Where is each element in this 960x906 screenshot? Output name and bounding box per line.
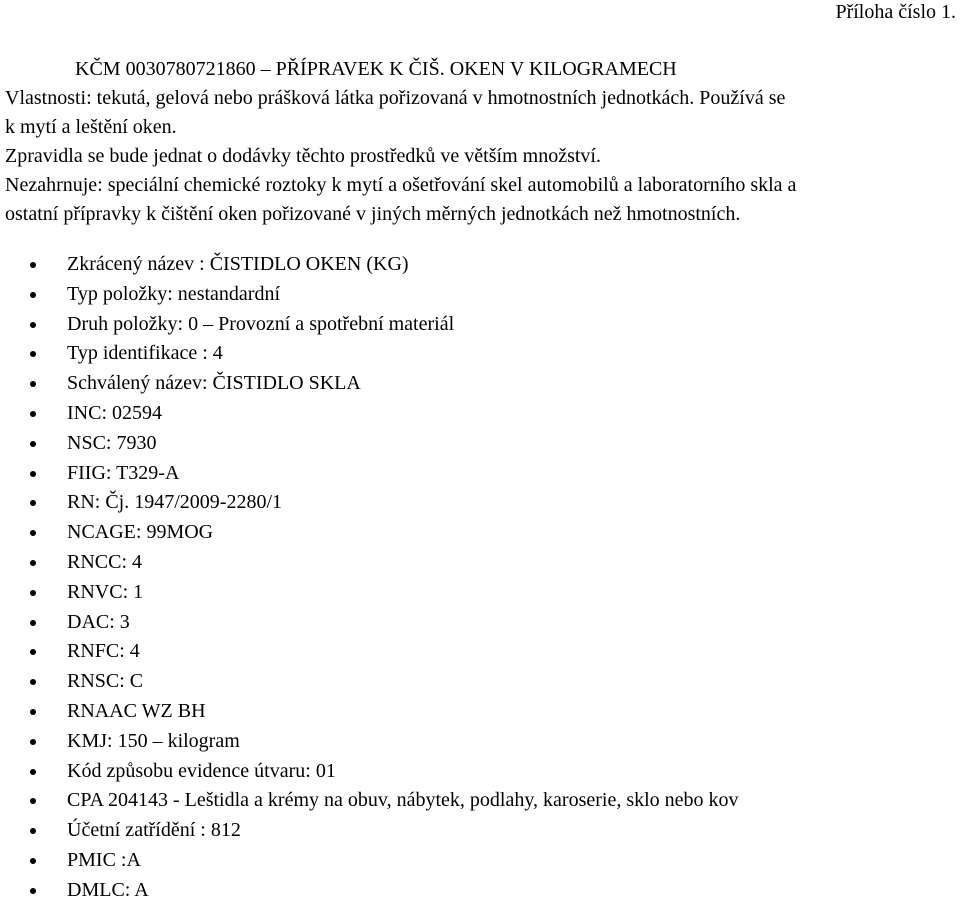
bullet-icon [30,888,36,894]
item-heading: KČM 0030780721860 – PŘÍPRAVEK K ČIŠ. OKEN V KILOGRAMECH [75,58,677,80]
list-item: RNVC: 1 [0,578,739,608]
bullet-icon [30,292,36,298]
bullet-icon [30,620,36,626]
bullet-icon [30,798,36,804]
list-item: INC: 02594 [0,399,739,429]
exclusion-line: Nezahrnuje: speciální chemické roztoky k mytí a ošetřování skel automobilů a laboratorního skla a [5,174,797,196]
exclusion-line-continued: ostatní přípravky k čištění oken pořizované v jiných měrných jednotkách než hmotnostních. [5,203,741,225]
bullet-icon [30,739,36,745]
properties-line-continued: k mytí a leštění oken. [5,116,177,138]
list-item: Schválený název: ČISTIDLO SKLA [0,369,739,399]
bullet-icon [30,411,36,417]
list-item: Typ položky: nestandardní [0,280,739,310]
bullet-icon [30,649,36,655]
bullet-icon [30,471,36,477]
list-item: RNCC: 4 [0,548,739,578]
list-item: FIIG: T329-A [0,459,739,489]
attribute-list [0,250,739,906]
list-item: DAC: 3 [0,608,739,638]
supply-note: Zpravidla se bude jednat o dodávky těchto prostředků ve větším množství. [5,145,601,167]
list-item: NSC: 7930 [0,429,739,459]
bullet-icon [30,560,36,566]
list-item: PMIC :A [0,846,739,876]
list-item: NCAGE: 99MOG [0,518,739,548]
bullet-icon [30,590,36,596]
bullet-icon [30,530,36,536]
list-item: CPA 204143 - Leštidla a krémy na obuv, nábytek, podlahy, karoserie, sklo nebo kov [0,786,739,816]
list-item: RN: Čj. 1947/2009-2280/1 [0,488,739,518]
list-item: RNFC: 4 [0,637,739,667]
bullet-icon [30,500,36,506]
list-item: Účetní zatřídění : 812 [0,816,739,846]
list-item: KMJ: 150 – kilogram [0,727,739,757]
properties-line: Vlastnosti: tekutá, gelová nebo prášková látka pořizovaná v hmotnostních jednotkách. Používá se [5,87,786,109]
bullet-icon [30,828,36,834]
list-item: RNSC: C [0,667,739,697]
bullet-icon [30,769,36,775]
bullet-icon [30,351,36,357]
list-item: Zkrácený název : ČISTIDLO OKEN (KG) [0,250,739,280]
list-item: Kód způsobu evidence útvaru: 01 [0,757,739,787]
bullet-icon [30,381,36,387]
list-item: Druh položky: 0 – Provozní a spotřební materiál [0,310,739,340]
item-description [5,55,953,229]
bullet-icon [30,262,36,268]
bullet-icon [30,322,36,328]
bullet-icon [30,679,36,685]
bullet-icon [30,858,36,864]
annex-label: Příloha číslo 1. [835,1,956,23]
list-item: DMLC: A [0,876,739,906]
bullet-icon [30,709,36,715]
bullet-icon [30,441,36,447]
list-item: RNAAC WZ BH [0,697,739,727]
list-item: Typ identifikace : 4 [0,339,739,369]
